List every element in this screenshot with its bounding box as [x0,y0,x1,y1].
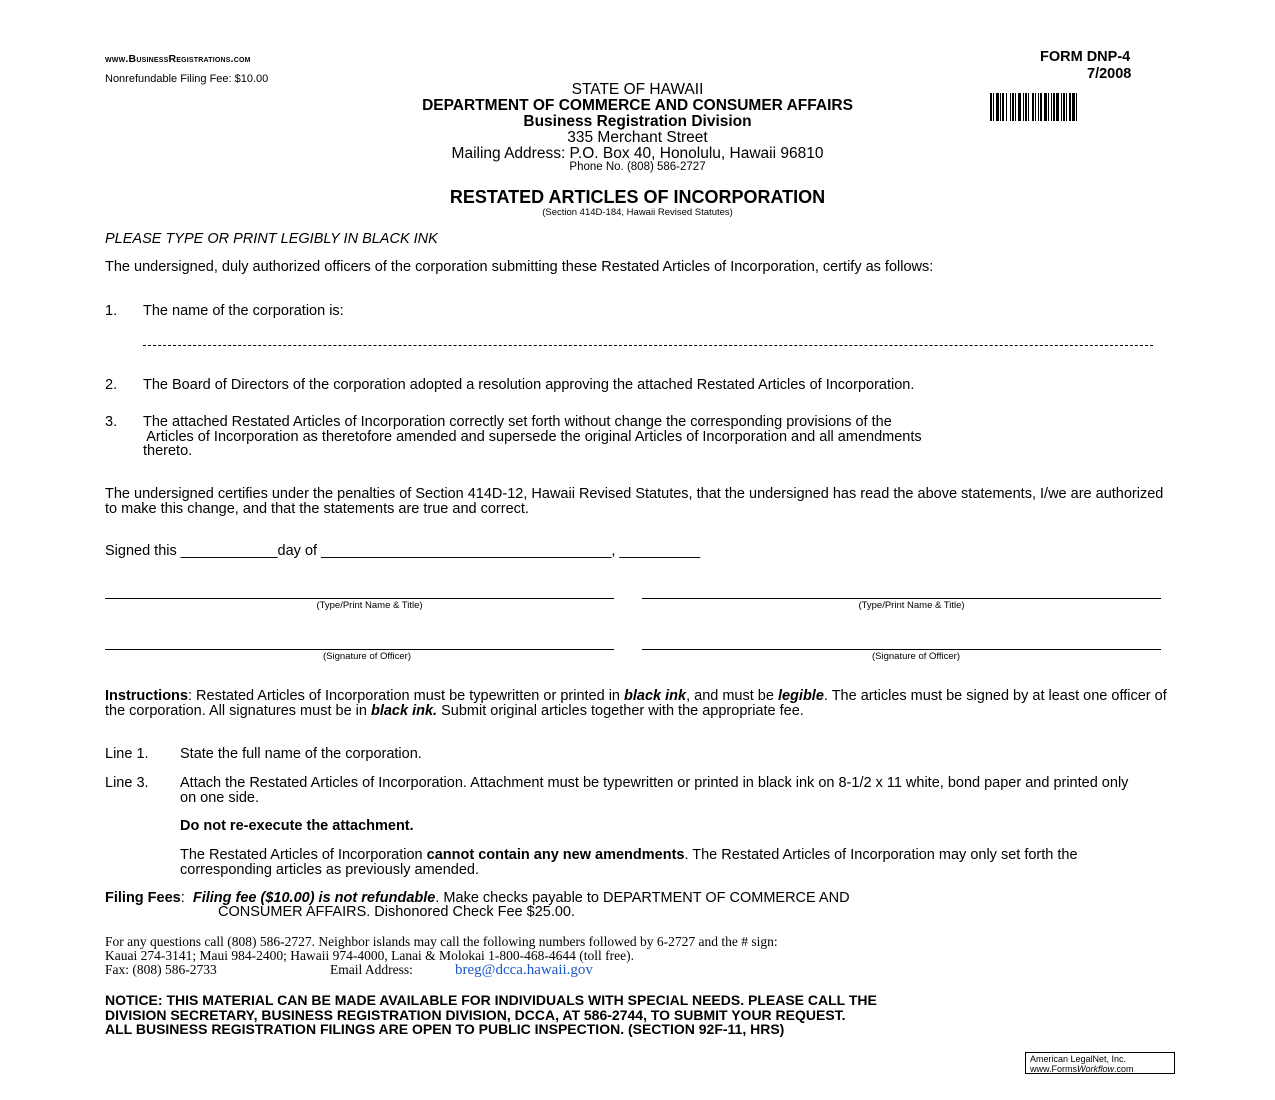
publisher-stamp [1025,1052,1175,1074]
notice-line-3: ALL BUSINESS REGISTRATION FILINGS ARE OPEN TO PUBLIC INSPECTION. (SECTION 92F-11, HRS) [105,1021,785,1037]
intro-paragraph: The undersigned, duly authorized officers of the corporation submitting these Restated Articles of Incorporation, certify as follows: [105,259,934,275]
officer-signature-field-left[interactable] [105,649,614,650]
website-link[interactable]: www.BusinessRegistrations.com [105,53,251,65]
fax-number: Fax: (808) 586-2733 [105,962,217,977]
filing-fees-payable: . Make checks payable to DEPARTMENT OF COMMERCE AND [435,890,850,906]
street-address: 335 Merchant Street [567,129,708,146]
signed-this-line[interactable]: Signed this ____________day of ____________________________________, __________ [105,543,701,559]
item-2-number: 2. [105,377,118,393]
form-number: FORM DNP-4 [1040,49,1131,65]
state-name: STATE OF HAWAII [571,81,704,98]
ink-instruction: PLEASE TYPE OR PRINT LEGIBLY IN BLACK INK [105,231,438,247]
contact-line-1: For any questions call (808) 586-2727. Neighbor islands may call the following numbers followed by 6-2727 and the # sign: [105,934,778,949]
instructions-label: Instructions [105,688,188,704]
line-1-instruction: State the full name of the corporation. [180,746,422,762]
filing-fees-line-2: CONSUMER AFFAIRS. Dishonored Check Fee $25.00. [218,904,576,920]
signature-caption-right: (Signature of Officer) [871,651,960,662]
black-ink-emphasis-2: black ink. [370,703,438,719]
statute-reference: (Section 414D-184, Hawaii Revised Statutes) [542,207,733,218]
item-3-line-2: Articles of Incorporation as theretofore amended and supersede the original Articles of Incorporation and all amendments [143,429,922,445]
line-3-instruction: Attach the Restated Articles of Incorporation. Attachment must be typewritten or printed in black ink on 8-1/2 x 11 white, bond paper and printed only on one side. [180,775,1129,806]
contact-line-2: Kauai 274-3141; Maui 984-2400; Hawaii 974-4000, Lanai & Molokai 1-800-468-4644 (toll free). [105,948,635,963]
instructions-text-1: : Restated Articles of Incorporation must be typewritten or printed in [187,688,625,704]
mailing-address: Mailing Address: P.O. Box 40, Honolulu, Hawaii 96810 [451,145,824,162]
certification-paragraph: The undersigned certifies under the penalties of Section 414D-12, Hawaii Revised Statutes, that the undersigned has read the above statements, I/we are authorized to make this change, and that the statements are true and correct. [105,486,1164,517]
legible-emphasis: legible [777,688,824,704]
item-1-number: 1. [105,303,118,319]
signature-caption-left: (Signature of Officer) [322,651,411,662]
restated-text-1: The Restated Articles of Incorporation [180,847,427,863]
department-name: DEPARTMENT OF COMMERCE AND CONSUMER AFFAIRS [422,97,853,114]
officer-signature-field-right[interactable] [642,649,1161,650]
filing-fees-label: Filing Fees [105,890,181,906]
email-label: Email Address: [330,962,413,977]
filing-fees-colon: : [180,890,193,906]
item-1-text: The name of the corporation is: [143,303,344,319]
instructions-paragraph [105,689,1167,719]
publisher-name: American LegalNet, Inc. [1030,1054,1127,1064]
publisher-website[interactable]: www.FormsWorkflow.com [1030,1064,1134,1074]
item-2-text: The Board of Directors of the corporation adopted a resolution approving the attached Restated Articles of Incorporation. [143,377,915,393]
black-ink-emphasis-1: black ink [624,688,687,704]
name-title-field-right[interactable] [642,598,1161,599]
division-name: Business Registration Division [523,113,752,130]
corporation-name-field[interactable] [143,345,1153,346]
form-date: 7/2008 [1087,66,1132,82]
item-3-number: 3. [105,414,118,430]
phone-number: Phone No. (808) 586-2727 [569,161,706,173]
not-refundable-emphasis: Filing fee ($10.00) is not refundable [192,890,436,906]
no-new-amendments-emphasis: cannot contain any new amendments [426,847,685,863]
line-1-label: Line 1. [105,746,149,762]
notice-line-1: NOTICE: THIS MATERIAL CAN BE MADE AVAILABLE FOR INDIVIDUALS WITH SPECIAL NEEDS. PLEASE CALL THE [105,992,877,1008]
email-link[interactable]: breg@dcca.hawaii.gov [455,962,593,978]
form-title: RESTATED ARTICLES OF INCORPORATION [449,187,826,207]
restated-note [180,848,1170,878]
instructions-text-4: Submit original articles together with the appropriate fee. [437,703,804,719]
item-3-line-3: thereto. [143,443,193,459]
item-3-line-1: The attached Restated Articles of Incorporation correctly set forth without change the corresponding provisions of the [143,414,892,430]
name-title-caption-left: (Type/Print Name & Title) [316,600,423,611]
name-title-caption-right: (Type/Print Name & Title) [858,600,965,611]
line-3-label: Line 3. [105,775,149,791]
instructions-text-3: . The articles must be signed by at least one officer of the corporation. All signatures must be in [105,688,1167,719]
name-title-field-left[interactable] [105,598,614,599]
no-reexecute-note: Do not re-execute the attachment. [180,818,414,834]
restated-text-2: . The Restated Articles of Incorporation may only set forth the corresponding articles as previously amended. [180,847,1078,878]
notice-line-2: DIVISION SECRETARY, BUSINESS REGISTRATION DIVISION, DCCA, AT 586-2744, TO SUBMIT YOUR REQUEST. [105,1007,846,1023]
instructions-text-2: , and must be [686,688,778,704]
filing-fee-note: Nonrefundable Filing Fee: $10.00 [105,73,269,85]
